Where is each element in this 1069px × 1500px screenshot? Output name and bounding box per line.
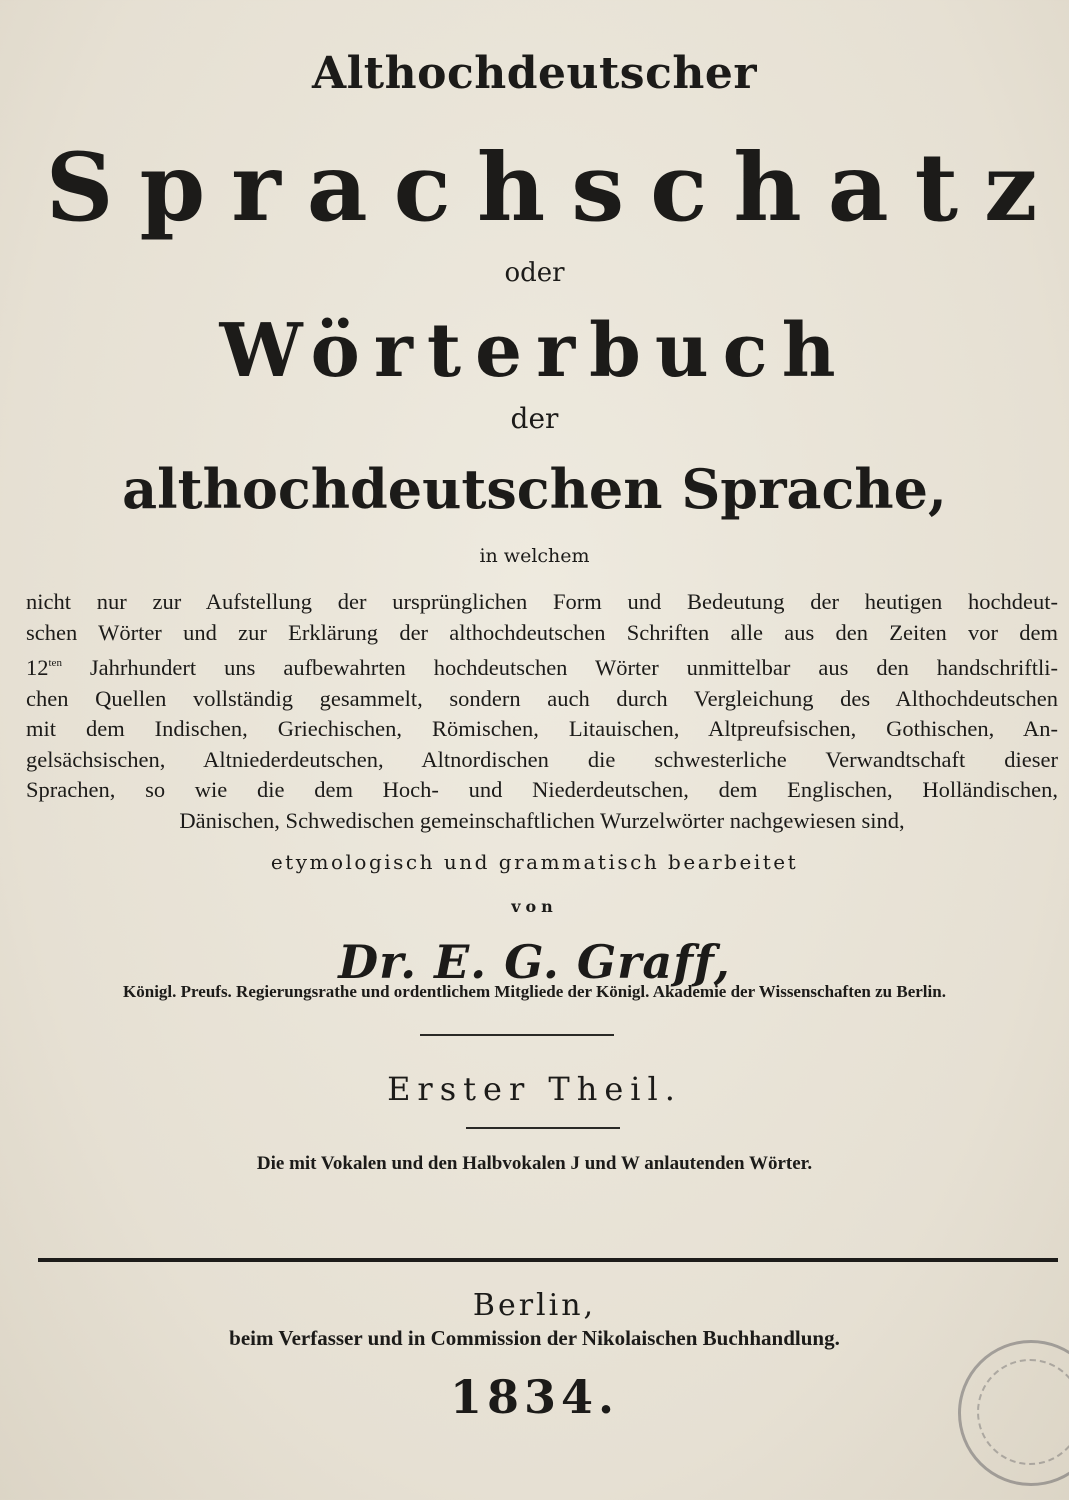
von-line: von [511,897,558,916]
description-line: gelsächsischen, Altniederdeutschen, Altnordischen die schwesterliche Verwandtschaft dieser [26,746,1058,772]
description-line: Dänischen, Schwedischen gemeinschaftlichen Wurzelwörter nachgewiesen sind, [179,807,905,833]
library-stamp [958,1340,1069,1486]
description-line: chen Quellen vollständig gesammelt, sondern auch durch Vergleichung des Althochdeutschen [26,685,1058,711]
ordinal-suffix: ten [48,657,62,669]
ordinal-number: 12 [26,655,49,680]
description-line: mit dem Indischen, Griechischen, Römischen, Litauischen, Altpreufsischen, Gothischen, An- [26,716,1058,741]
title-language: althochdeutschen Sprache, [122,457,947,521]
title-secondary: Wörterbuch [219,308,850,394]
title-main: Sprachschatz [45,133,1064,243]
author-title: Königl. Preufs. Regierungsrathe und ordentlichem Mitgliede der Königl. Akademie der Wissenschaften zu Berlin. [123,982,946,1001]
imprint-city: Berlin, [472,1288,597,1323]
imprint-year: 1834. [449,1370,620,1424]
imprint-rule [38,1258,1058,1262]
volume-label: Erster Theil. [387,1070,682,1108]
imprint-publisher: beim Verfasser und in Commission der Nikolaischen Buchhandlung. [229,1326,840,1350]
title-article: der [510,402,559,435]
description-line: nicht nur zur Aufstellung der ursprünglichen Form und Bedeutung der heutigen hochdeut- [26,589,1058,614]
title-line-1: Althochdeutscher [311,48,758,99]
description-line [26,648,1058,684]
author-name: Dr. E. G. Graff, [338,935,731,989]
title-conjunction: oder [504,258,565,288]
title-in-welchem: in welchem [479,545,590,567]
library-stamp-inner-ring [977,1359,1069,1465]
worked-by-line: etymologisch und grammatisch bearbeitet [270,850,799,874]
divider-rule [466,1127,620,1129]
description-line-text: Jahrhundert uns aufbewahrten hochdeutschen Wörter unmittelbar aus den handschriftli- [89,655,1058,680]
divider-rule [420,1034,614,1036]
volume-contents: Die mit Vokalen und den Halbvokalen J und W anlautenden Wörter. [256,1153,813,1174]
description-line: schen Wörter und zur Erklärung der althochdeutschen Schriften alle aus den Zeiten vor dem [26,619,1058,645]
description-line: Sprachen, so wie die dem Hoch- und Niederdeutschen, dem Englischen, Holländischen, [26,777,1058,802]
description-paragraph [26,587,1058,836]
